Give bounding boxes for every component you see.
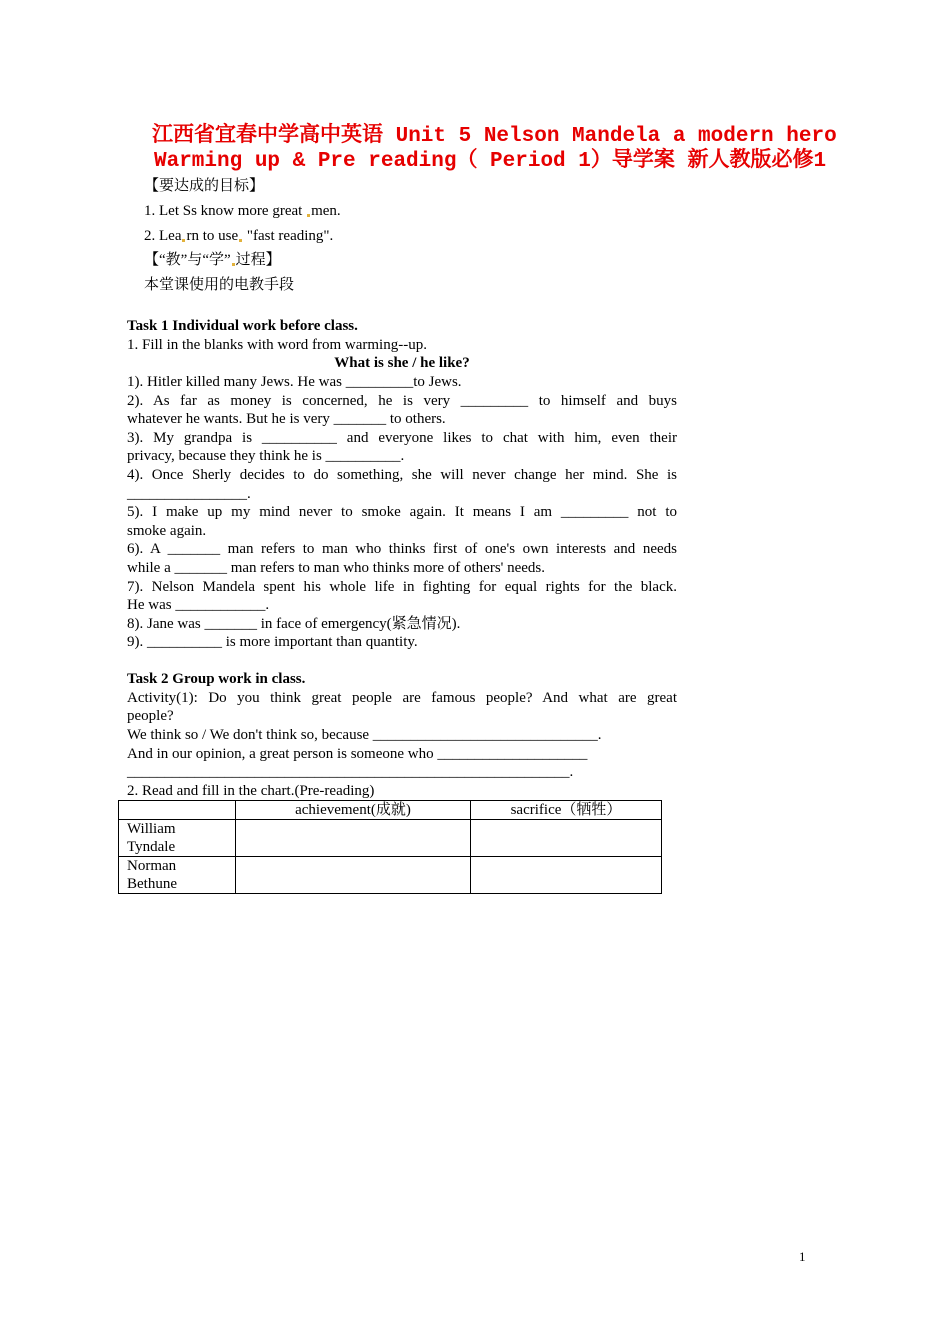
question-5-line-1: 5). I make up my mind never to smoke again. It means I am _________ not to bbox=[127, 504, 677, 520]
question-9: 9). __________ is more important than quantity. bbox=[127, 634, 418, 650]
table-row bbox=[119, 857, 662, 894]
table-row-name: Norman Bethune bbox=[119, 857, 236, 894]
marker-dot bbox=[232, 263, 235, 266]
task1-heading: Task 1 Individual work before class. bbox=[127, 318, 358, 334]
think-sentence: We think so / We don't think so, because ______________________________. bbox=[127, 727, 602, 743]
question-4-line-2: ________________. bbox=[127, 486, 251, 502]
activity-line-1: Activity(1): Do you think great people are famous people? And what are great bbox=[127, 690, 677, 706]
question-2-line-1: 2). As far as money is concerned, he is very _________ to himself and buys bbox=[127, 393, 677, 409]
objective-item-2: 2. Lea rn to use "fast reading". bbox=[144, 228, 334, 244]
achievement-cell[interactable] bbox=[236, 857, 471, 894]
question-6-line-1: 6). A _______ man refers to man who thinks first of one's own interests and needs bbox=[127, 541, 677, 557]
pre-reading-chart bbox=[118, 800, 662, 894]
task1-instruction: 1. Fill in the blanks with word from warming--up. bbox=[127, 337, 427, 353]
objective-item-1: 1. Let Ss know more great men. bbox=[144, 203, 341, 219]
question-2-line-2: whatever he wants. But he is very _______ to others. bbox=[127, 411, 446, 427]
objectives-heading: 【要达成的目标】 bbox=[144, 178, 265, 194]
question-4-line-1: 4). Once Sherly decides to do something, she will never change her mind. She is bbox=[127, 467, 677, 483]
question-3-line-2: privacy, because they think he is __________. bbox=[127, 448, 405, 464]
table-row-name: William Tyndale bbox=[119, 820, 236, 857]
chart-instruction: 2. Read and fill in the chart.(Pre-reading) bbox=[127, 783, 375, 799]
marker-dot bbox=[239, 239, 242, 242]
process-media: 本堂课使用的电教手段 bbox=[144, 277, 295, 293]
process-heading: 【“教”与“学” 过程】 bbox=[144, 252, 281, 268]
table-header-achievement: achievement(成就) bbox=[236, 801, 471, 820]
question-5-line-2: smoke again. bbox=[127, 523, 207, 539]
sacrifice-cell[interactable] bbox=[471, 857, 662, 894]
title-line-2: Warming up & Pre reading（ Period 1）导学案 新人教版必修1 bbox=[154, 150, 827, 173]
opinion-sentence: And in our opinion, a great person is someone who ____________________ bbox=[127, 746, 588, 762]
task1-subheading: What is she / he like? bbox=[334, 355, 470, 371]
question-1: 1). Hitler killed many Jews. He was _________to Jews. bbox=[127, 374, 462, 390]
marker-dot bbox=[307, 214, 310, 217]
achievement-cell[interactable] bbox=[236, 820, 471, 857]
question-3-line-1: 3). My grandpa is __________ and everyone likes to chat with him, even their bbox=[127, 430, 677, 446]
table-header-empty bbox=[119, 801, 236, 820]
task2-heading: Task 2 Group work in class. bbox=[127, 671, 306, 687]
question-8: 8). Jane was _______ in face of emergency(紧急情况). bbox=[127, 616, 461, 632]
table-row bbox=[119, 820, 662, 857]
page-number: 1 bbox=[799, 1249, 806, 1264]
question-7-line-2: He was ____________. bbox=[127, 597, 270, 613]
table-header-sacrifice: sacrifice（牺牲） bbox=[471, 801, 662, 820]
opinion-blank-line: ___________________________________________________________. bbox=[127, 764, 574, 780]
table-header-row bbox=[119, 801, 662, 820]
sacrifice-cell[interactable] bbox=[471, 820, 662, 857]
activity-line-2: people? bbox=[127, 708, 174, 724]
title-line-1: 江西省宜春中学高中英语 Unit 5 Nelson Mandela a modern hero bbox=[152, 125, 837, 148]
question-7-line-1: 7). Nelson Mandela spent his whole life in fighting for equal rights for the black. bbox=[127, 579, 677, 595]
question-6-line-2: while a _______ man refers to man who thinks more of others' needs. bbox=[127, 560, 546, 576]
